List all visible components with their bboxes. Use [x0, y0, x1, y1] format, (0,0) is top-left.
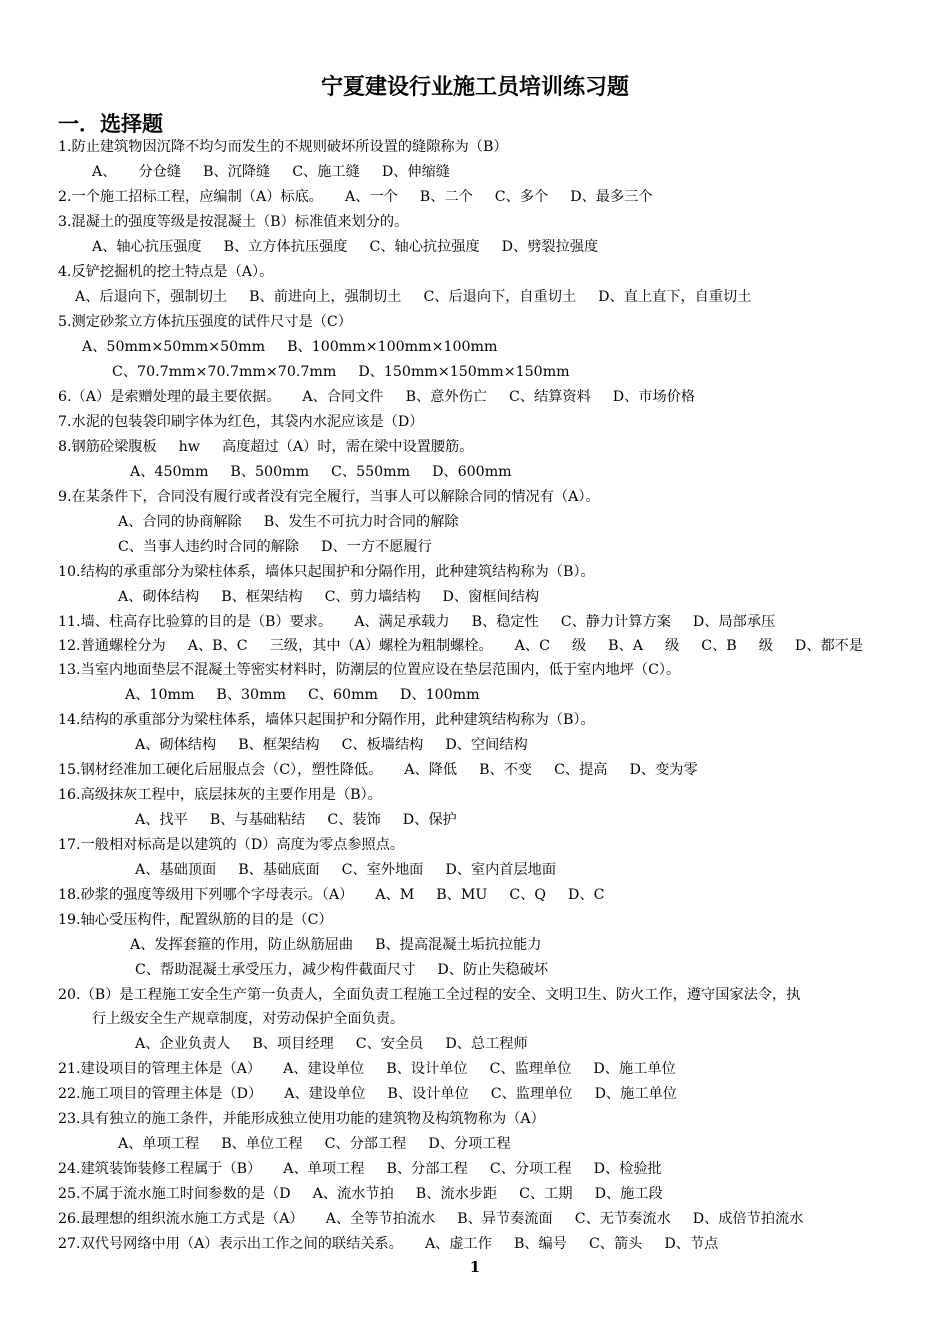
question-line: A、10mm B、30mm C、60mm D、100mm: [125, 687, 480, 703]
question-line: A、450mm B、500mm C、550mm D、600mm: [130, 464, 512, 480]
question-line: 15.钢材经准加工硬化后屈服点会（C），塑性降低。 A、降低 B、不变 C、提高 D、变为零: [58, 762, 698, 778]
question-line: 11.墙、柱高存比验算的目的是（B）要求。 A、满足承载力 B、稳定性 C、静力计算方案 D、局部承压: [58, 614, 776, 630]
question-line: 4.反铲挖掘机的挖土特点是（A）。: [58, 264, 274, 280]
question-line: 25.不属于流水施工时间参数的是（D A、流水节拍 B、流水步距 C、工期 D、施工段: [58, 1186, 663, 1202]
question-line: 5.测定砂浆立方体抗压强度的试件尺寸是（C）: [58, 314, 352, 330]
question-line: A、砌体结构 B、框架结构 C、剪力墙结构 D、窗框间结构: [118, 589, 540, 605]
question-line: 8.钢筋砼梁腹板 hw 高度超过（A）时，需在梁中设置腰筋。: [58, 439, 474, 455]
question-line: 22.施工项目的管理主体是（D） A、建设单位 B、设计单位 C、监理单位 D、施工单位: [58, 1086, 677, 1102]
question-line: 10.结构的承重部分为梁柱体系，墙体只起围护和分隔作用，此种建筑结构称为（B）。: [58, 564, 595, 580]
question-line: 12.普通螺栓分为 A、B、C 三级，其中（A）螺栓为粗制螺栓。 A、C 级 B、A 级 C、B 级 D、都不是: [58, 638, 864, 654]
question-line: 14.结构的承重部分为梁柱体系，墙体只起围护和分隔作用，此种建筑结构称为（B）。: [58, 712, 595, 728]
question-line: 24.建筑装饰装修工程属于（B） A、单项工程 B、分部工程 C、分项工程 D、检验批: [58, 1161, 662, 1177]
question-line: A、找平 B、与基础粘结 C、装饰 D、保护: [135, 812, 457, 828]
page-number: 1: [469, 1258, 481, 1276]
question-line: C、当事人违约时合同的解除 D、一方不愿履行: [118, 539, 432, 555]
question-line: 16.高级抹灰工程中，底层抹灰的主要作用是（B）。: [58, 787, 382, 803]
question-line: A、合同的协商解除 B、发生不可抗力时合同的解除: [118, 514, 459, 530]
question-line: A、 分仓缝 B、沉降缝 C、施工缝 D、伸缩缝: [92, 164, 450, 180]
question-line: 2.一个施工招标工程，应编制（A）标底。 A、一个 B、二个 C、多个 D、最多三个: [58, 189, 653, 205]
question-line: 6.（A）是索赠处理的最主要依据。 A、合同文件 B、意外伤亡 C、结算资料 D、市场价格: [58, 389, 696, 405]
question-line: 21.建设项目的管理主体是（A） A、建设单位 B、设计单位 C、监理单位 D、施工单位: [58, 1061, 676, 1077]
question-line: 3.混凝土的强度等级是按混凝土（B）标准值来划分的。: [58, 214, 409, 230]
question-line: 7.水泥的包装袋印刷字体为红色，其袋内水泥应该是（D）: [58, 414, 424, 430]
question-line: 9.在某条件下，合同没有履行或者没有完全履行，当事人可以解除合同的情况有（A）。: [58, 489, 600, 505]
question-line: A、发挥套箍的作用，防止纵筋屈曲 B、提高混凝土垢抗拉能力: [130, 937, 542, 953]
question-line: 27.双代号网络中用（A）表示出工作之间的联结关系。 A、虚工作 B、编号 C、箭头 D、节点: [58, 1236, 719, 1252]
question-line: 18.砂浆的强度等级用下列哪个字母表示。（A） A、M B、MU C、Q D、C: [58, 887, 605, 903]
question-line: A、企业负责人 B、项目经理 C、安全员 D、总工程师: [135, 1036, 528, 1052]
question-line: 1.防止建筑物因沉降不均匀而发生的不规则破坏所设置的缝隙称为（B）: [58, 139, 508, 155]
question-line: 17.一般相对标高是以建筑的（D）高度为零点参照点。: [58, 837, 405, 853]
question-line: 23.具有独立的施工条件，并能形成独立使用功能的建筑物及构筑物称为（A）: [58, 1111, 545, 1127]
question-line: 26.最理想的组织流水施工方式是（A） A、全等节拍流水 B、异节奏流面 C、无节奏流水 D、成倍节拍流水: [58, 1211, 804, 1227]
question-line: A、轴心抗压强度 B、立方体抗压强度 C、轴心抗拉强度 D、劈裂拉强度: [92, 239, 599, 255]
question-line: 19.轴心受压构件，配置纵筋的目的是（C）: [58, 912, 333, 928]
question-line: 13.当室内地面垫层不混凝土等密实材料时，防潮层的位置应设在垫层范围内，低于室内地坪（C）。: [58, 662, 681, 678]
question-line: 行上级安全生产规章制度，对劳动保护全面负责。: [92, 1011, 405, 1027]
question-line: A、50mm×50mm×50mm B、100mm×100mm×100mm: [82, 339, 498, 355]
question-line: A、基础顶面 B、基础底面 C、室外地面 D、室内首层地面: [135, 862, 557, 878]
question-line: C、帮助混凝土承受压力，减少构件截面尺寸 D、防止失稳破坏: [135, 962, 549, 978]
question-line: 20.（B）是工程施工安全生产第一负责人，全面负责工程施工全过程的安全、文明卫生、防火工作，遵守国家法令，执: [58, 987, 801, 1003]
question-line: A、单项工程 B、单位工程 C、分部工程 D、分项工程: [118, 1136, 511, 1152]
question-line: C、70.7mm×70.7mm×70.7mm D、150mm×150mm×150mm: [112, 364, 570, 380]
question-line: A、后退向下，强制切土 B、前进向上，强制切土 C、后退向下，自重切土 D、直上直下，自重切土: [75, 289, 752, 305]
question-line: A、砌体结构 B、框架结构 C、板墙结构 D、空间结构: [135, 737, 528, 753]
page-title: 宁夏建设行业施工员培训练习题: [320, 75, 629, 100]
section-heading: 一．选择题: [58, 112, 163, 136]
